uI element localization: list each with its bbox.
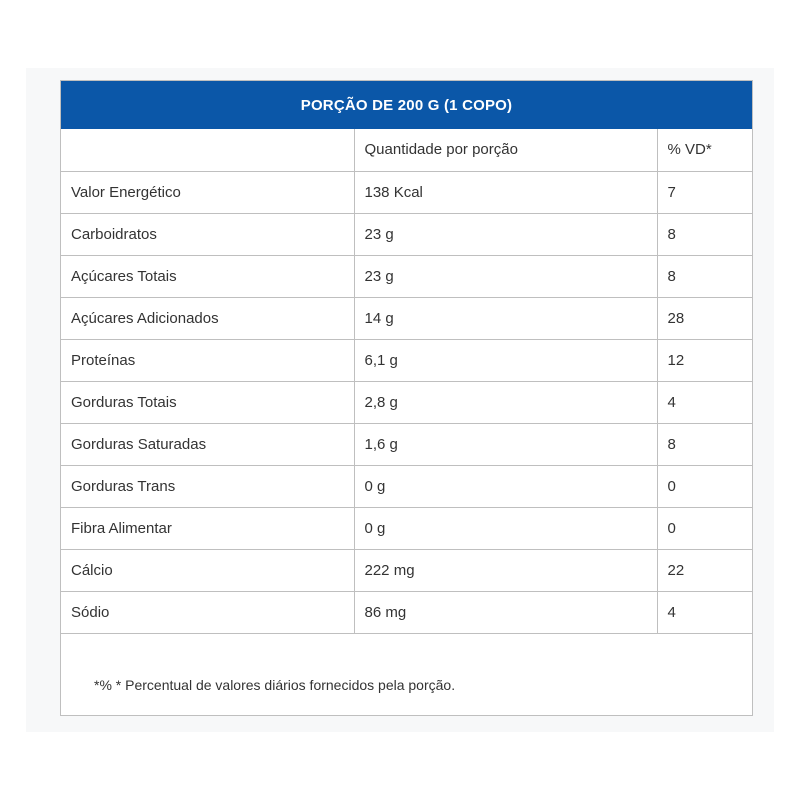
table-row (61, 213, 752, 255)
nutrient-vd: 7 (657, 171, 752, 213)
nutrient-amount: 86 mg (354, 591, 657, 633)
table-row (61, 381, 752, 423)
nutrient-amount: 1,6 g (354, 423, 657, 465)
nutrient-vd: 8 (657, 213, 752, 255)
nutrient-amount: 23 g (354, 213, 657, 255)
table-header-row (61, 129, 752, 171)
nutrient-vd: 8 (657, 255, 752, 297)
nutrient-vd: 22 (657, 549, 752, 591)
nutrient-name: Gorduras Trans (61, 465, 354, 507)
table-row (61, 171, 752, 213)
footnote: *% * Percentual de valores diários fornecidos pela porção. (94, 677, 456, 693)
table-row (61, 297, 752, 339)
nutrient-name: Açúcares Adicionados (61, 297, 354, 339)
nutrient-amount: 2,8 g (354, 381, 657, 423)
column-header-vd: % VD* (657, 129, 752, 171)
nutrient-name: Gorduras Saturadas (61, 423, 354, 465)
column-header-nutrient (61, 129, 354, 171)
nutrition-table (61, 129, 752, 634)
nutrient-name: Valor Energético (61, 171, 354, 213)
nutrient-vd: 8 (657, 423, 752, 465)
nutrient-name: Açúcares Totais (61, 255, 354, 297)
nutrient-amount: 6,1 g (354, 339, 657, 381)
nutrient-name: Gorduras Totais (61, 381, 354, 423)
nutrition-facts-card (60, 80, 753, 716)
nutrient-name: Cálcio (61, 549, 354, 591)
nutrient-vd: 0 (657, 465, 752, 507)
nutrient-vd: 4 (657, 591, 752, 633)
nutrient-vd: 0 (657, 507, 752, 549)
table-row (61, 591, 752, 633)
nutrient-vd: 28 (657, 297, 752, 339)
nutrient-name: Fibra Alimentar (61, 507, 354, 549)
nutrient-amount: 138 Kcal (354, 171, 657, 213)
nutrient-amount: 0 g (354, 507, 657, 549)
serving-size-header: PORÇÃO DE 200 G (1 COPO) (61, 81, 752, 129)
table-row (61, 549, 752, 591)
nutrient-vd: 4 (657, 381, 752, 423)
nutrient-amount: 14 g (354, 297, 657, 339)
column-header-amount: Quantidade por porção (354, 129, 657, 171)
table-row (61, 255, 752, 297)
table-row (61, 465, 752, 507)
nutrient-amount: 222 mg (354, 549, 657, 591)
nutrient-amount: 0 g (354, 465, 657, 507)
table-row (61, 339, 752, 381)
nutrient-name: Sódio (61, 591, 354, 633)
nutrient-vd: 12 (657, 339, 752, 381)
nutrient-name: Proteínas (61, 339, 354, 381)
nutrient-name: Carboidratos (61, 213, 354, 255)
table-row (61, 507, 752, 549)
table-row (61, 423, 752, 465)
nutrient-amount: 23 g (354, 255, 657, 297)
